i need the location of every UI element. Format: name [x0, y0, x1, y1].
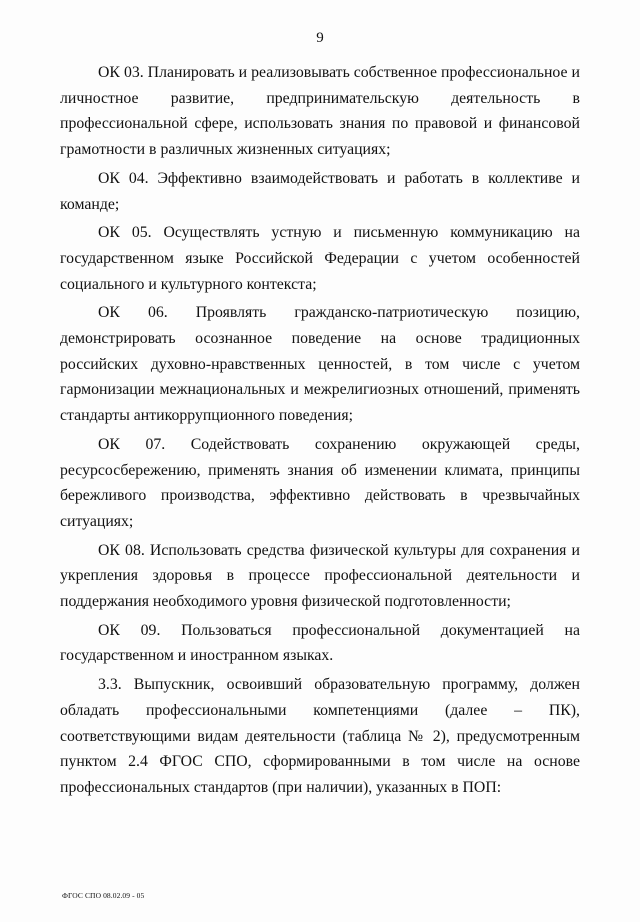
paragraph-ok-08: ОК 08. Использовать средства физической культуры для сохранения и укрепления здоровья в процессе профессиональной деятельности и поддержания необходимого уровня физической подготовленности; — [60, 541, 580, 611]
page-number: 9 — [316, 30, 324, 46]
paragraph-ok-04: ОК 04. Эффективно взаимодействовать и работать в коллективе и команде; — [60, 169, 580, 213]
paragraph-ok-06: ОК 06. Проявлять гражданско-патриотическую позицию, демонстрировать осознанное поведение на основе традиционных российских духовно-нравственных ценностей, в том числе с учетом гармонизации межнациональных и межрелигиозных отношений, применять стандарты антикоррупционного поведения; — [60, 304, 580, 425]
paragraph-ok-09: ОК 09. Пользоваться профессиональной документацией на государственном и иностранном языках. — [60, 621, 580, 665]
footer-standard-code: ФГОС СПО 08.02.09 - 05 — [62, 891, 145, 900]
paragraph-ok-07: ОК 07. Содействовать сохранению окружающей среды, ресурсосбережению, применять знания об изменении климата, принципы бережливого производства, эффективно действовать в чрезвычайных ситуациях; — [60, 435, 580, 530]
paragraph-ok-05: ОК 05. Осуществлять устную и письменную коммуникацию на государственном языке Российской Федерации с учетом особенностей социального и культурного контекста; — [60, 224, 580, 293]
paragraph-ok-03: ОК 03. Планировать и реализовывать собственное профессиональное и личностное развитие, предпринимательскую деятельность в профессиональной сфере, использовать знания по правовой и финансовой грамотности в различных жизненных ситуациях; — [60, 64, 580, 159]
page-body — [60, 60, 580, 804]
paragraph-3-3: 3.3. Выпускник, освоивший образовательную программу, должен обладать профессиональными компетенциями (далее – ПК), соответствующими видам деятельности (таблица № 2), предусмотренным пунктом 2.4 ФГОС СПО, сформированными в том числе на основе профессиональных стандартов (при наличии), указанных в ПОП: — [60, 676, 580, 796]
